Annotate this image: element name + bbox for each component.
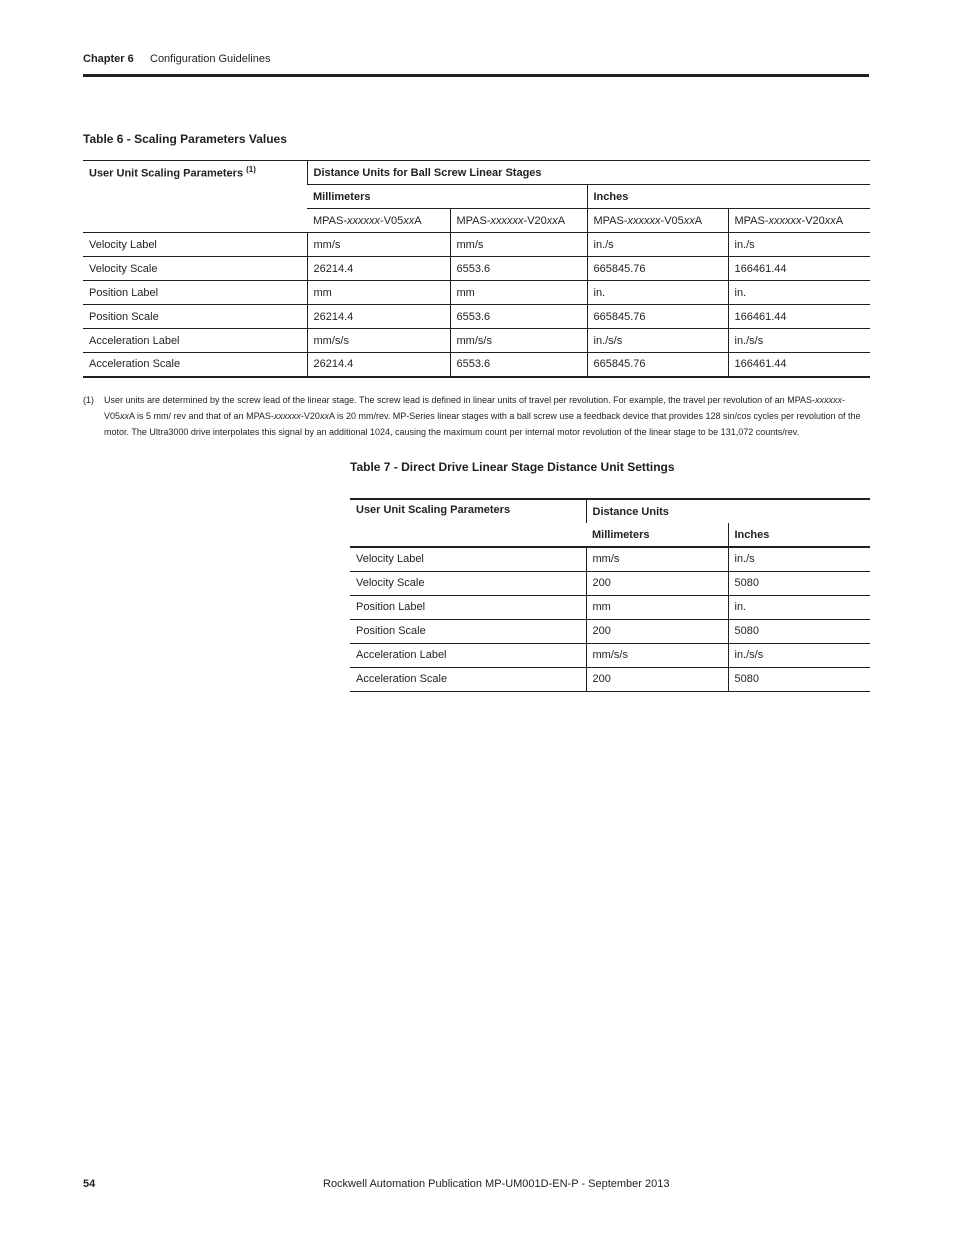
table7-header-row: [350, 499, 870, 523]
param-cell: Velocity Scale: [83, 257, 307, 281]
table-row: [350, 595, 870, 619]
value-cell: 665845.76: [587, 353, 728, 377]
param-cell: Position Label: [350, 595, 586, 619]
param-cell: Velocity Scale: [350, 571, 586, 595]
value-cell: in.: [728, 595, 870, 619]
table-row: [83, 329, 870, 353]
value-cell: 26214.4: [307, 257, 450, 281]
value-cell: mm/s: [450, 233, 587, 257]
value-cell: 6553.6: [450, 257, 587, 281]
table6-header-row: [83, 161, 870, 185]
value-cell: 166461.44: [728, 305, 870, 329]
value-cell: in./s/s: [587, 329, 728, 353]
table7-title: Table 7 - Direct Drive Linear Stage Distance Unit Settings: [350, 460, 675, 474]
footnote-text: User units are determined by the screw lead of the linear stage. The screw lead is defined in linear units of travel per revolution. For example, the travel per revolution of an MPAS-xxxxxx-V05xxA is 5 mm/ rev and that of an MPAS-xxxxxx-V20xxA is 20 mm/rev. MP-Series linear stages with a ball screw use a feedback device that provides 128 sin/cos cycles per revolution of the motor. The Ultra3000 drive interpolates this signal by an additional 1024, causing the maximum count per internal motor revolution of the linear stage to be 131,072 counts/rev.: [104, 395, 861, 437]
table7-mm-header: Millimeters: [592, 528, 650, 541]
param-cell: Acceleration Scale: [350, 667, 586, 691]
table-row: [350, 619, 870, 643]
value-cell: mm: [450, 281, 587, 305]
table6-param-header: User Unit Scaling Parameters $^{(1)}$: [83, 161, 307, 233]
model-in-v05: MPAS-xxxxxx-V05xxA: [587, 209, 728, 233]
value-cell: in./s: [728, 233, 870, 257]
value-cell: in./s: [587, 233, 728, 257]
table-row: [350, 571, 870, 595]
table7-param-header: User Unit Scaling Parameters: [350, 499, 586, 547]
param-cell: Position Label: [83, 281, 307, 305]
value-cell: mm: [586, 595, 728, 619]
param-cell: Acceleration Label: [83, 329, 307, 353]
table7-group-header: Distance Units: [586, 499, 870, 523]
value-cell: in./s: [728, 547, 870, 571]
value-cell: 166461.44: [728, 353, 870, 377]
value-cell: mm/s: [586, 547, 728, 571]
value-cell: in.: [587, 281, 728, 305]
value-cell: 665845.76: [587, 305, 728, 329]
value-cell: 665845.76: [587, 257, 728, 281]
value-cell: 6553.6: [450, 305, 587, 329]
table6-footnote: [83, 392, 870, 440]
section-title: Configuration Guidelines: [150, 53, 271, 65]
value-cell: in./s/s: [728, 329, 870, 353]
direct-drive-units-table: [350, 498, 870, 692]
table7-in-header: Inches: [728, 523, 870, 547]
value-cell: 5080: [728, 667, 870, 691]
chapter-label: Chapter 6: [83, 53, 134, 65]
value-cell: 5080: [728, 571, 870, 595]
value-cell: 166461.44: [728, 257, 870, 281]
table-row: [350, 667, 870, 691]
scaling-parameters-table: [83, 160, 870, 378]
value-cell: in./s/s: [728, 643, 870, 667]
value-cell: in.: [728, 281, 870, 305]
table6-in-header: Inches: [587, 185, 870, 209]
publication-info: Rockwell Automation Publication MP-UM001D-EN-P - September 2013: [323, 1178, 670, 1190]
table-row: [83, 233, 870, 257]
table6-title: Table 6 - Scaling Parameters Values: [83, 132, 287, 146]
model-in-v20: MPAS-xxxxxx-V20xxA: [728, 209, 870, 233]
param-cell: Position Scale: [350, 619, 586, 643]
table-row: [83, 257, 870, 281]
param-cell: Acceleration Scale: [83, 353, 307, 377]
model-mm-v05: MPAS-xxxxxx-V05xxA: [307, 209, 450, 233]
table6-group-header: Distance Units for Ball Screw Linear Stages: [307, 161, 870, 185]
footnote-mark: (1): [83, 395, 94, 405]
value-cell: mm/s/s: [307, 329, 450, 353]
value-cell: mm: [307, 281, 450, 305]
value-cell: mm/s/s: [450, 329, 587, 353]
table-row: [83, 281, 870, 305]
value-cell: 6553.6: [450, 353, 587, 377]
value-cell: 200: [586, 571, 728, 595]
model-mm-v20: MPAS-xxxxxx-V20xxA: [450, 209, 587, 233]
table-row: [83, 353, 870, 377]
table6-mm-header: Millimeters: [307, 185, 587, 209]
value-cell: 26214.4: [307, 305, 450, 329]
header-rule: [83, 74, 869, 77]
param-cell: Acceleration Label: [350, 643, 586, 667]
value-cell: 26214.4: [307, 353, 450, 377]
value-cell: 200: [586, 667, 728, 691]
value-cell: mm/s/s: [586, 643, 728, 667]
param-cell: Position Scale: [83, 305, 307, 329]
value-cell: 5080: [728, 619, 870, 643]
param-cell: Velocity Label: [83, 233, 307, 257]
table-row: [350, 643, 870, 667]
table-row: [350, 547, 870, 571]
page-number: 54: [83, 1178, 96, 1190]
value-cell: mm/s: [307, 233, 450, 257]
table-row: [83, 305, 870, 329]
footnote-ref: (1): [246, 165, 256, 174]
value-cell: 200: [586, 619, 728, 643]
param-cell: Velocity Label: [350, 547, 586, 571]
